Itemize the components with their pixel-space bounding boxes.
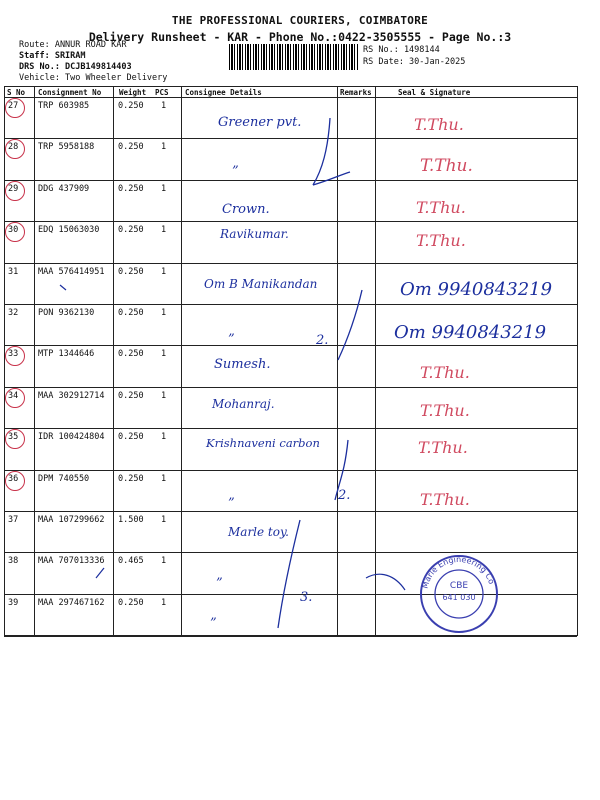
consignment-number: MAA 302912714 [38,390,105,401]
pcs-value: 1 [161,225,167,236]
col-header-sno: S No [7,88,26,97]
svg-text:Marle Engineering Co: Marle Engineering Co [420,554,497,590]
serial-number: 31 [8,266,19,277]
weight-value: 0.250 [118,142,144,153]
weight-value: 0.250 [118,183,144,194]
pcs-value: 1 [161,349,167,360]
consignee-handwriting: ” [216,576,223,592]
pcs-value: 1 [161,432,167,443]
weight-value: 1.500 [118,515,144,525]
stamp-city: CBE [449,581,469,591]
serial-number: 29 [8,183,19,194]
vehicle-text: Vehicle: Two Wheeler Delivery [19,73,168,83]
consignee-handwriting: ” [228,495,235,511]
consignee-handwriting: Marle toy. [228,525,289,539]
row-circle-mark [5,181,25,201]
weight-value: 0.250 [118,432,144,443]
weight-value: 0.250 [118,101,144,111]
signature-handwriting: T.Thu. [418,438,468,458]
row-circle-mark [5,98,25,118]
col-header-consignee: Consignee Details [185,88,262,97]
consignee-handwriting: Greener pvt. [218,115,302,130]
consignee-handwriting: ” [210,615,217,631]
signature-handwriting: T.Thu. [420,363,470,383]
consignee-handwriting: ” [228,332,235,347]
pcs-value: 1 [161,308,167,318]
pcs-value: 1 [161,597,167,608]
consignment-number: EDQ 15063030 [38,225,100,236]
consignment-number: DPM 740550 [38,473,90,484]
consignee-handwriting: Mohanraj. [212,396,275,411]
runsheet-subtitle: Delivery Runsheet - KAR - Phone No.:0422-3505555 - Page No.:3 [88,30,512,44]
weight-value: 0.250 [118,597,144,608]
signature-handwriting: T.Thu. [420,156,473,177]
serial-number: 32 [8,308,19,318]
col-header-signature: Seal & Signature [398,88,471,97]
pcs-value: 1 [161,266,167,277]
pcs-value: 1 [161,515,167,525]
weight-value: 0.250 [118,349,144,360]
consignee-handwriting: Krishnaveni carbon [206,436,320,451]
count-mark-b: 2. [338,488,351,503]
count-mark-c: 3. [300,590,313,605]
serial-number: 34 [8,390,19,401]
rs-date: RS Date: 30-Jan-2025 [363,57,466,67]
weight-value: 0.250 [118,390,144,401]
consignment-number: MAA 576414951 [38,266,105,277]
row-circle-mark [5,471,25,491]
col-header-pcs: PCS [155,88,169,97]
rs-number: RS No.: 1498144 [363,45,440,55]
consignment-number: PON 9362130 [38,308,95,318]
serial-number: 38 [8,556,19,567]
row-circle-mark [5,388,25,408]
serial-number: 33 [8,349,19,360]
weight-value: 0.250 [118,473,144,484]
signature-handwriting: T.Thu. [420,489,470,509]
serial-number: 30 [8,225,19,236]
company-stamp [418,553,500,635]
consignment-number: TRP 603985 [38,101,90,111]
signature-handwriting: T.Thu. [416,197,466,217]
signature-handwriting: Om 9940843219 [400,278,553,300]
serial-number: 37 [8,515,19,525]
signature-handwriting: T.Thu. [414,115,464,134]
weight-value: 0.250 [118,308,144,318]
col-header-weight: Weight [119,88,147,97]
pcs-value: 1 [161,183,167,194]
stamp-pin: 641 030 [442,593,476,602]
count-mark-a: 2. [316,333,329,348]
weight-value: 0.250 [118,266,144,277]
consignment-number: IDR 100424804 [38,432,105,443]
signature-handwriting: T.Thu. [420,400,470,420]
serial-number: 27 [8,101,19,111]
consignment-number: DDG 437909 [38,183,90,194]
route-text: Route: ANNUR ROAD KAR [19,40,127,50]
consignment-number: TRP 5958188 [38,142,95,153]
signature-handwriting: Om 9940843219 [394,322,547,343]
signature-handwriting: T.Thu. [416,231,466,251]
serial-number: 28 [8,142,19,153]
staff-text: Staff: SRIRAM [19,51,86,61]
weight-value: 0.250 [118,225,144,236]
consignee-handwriting: Ravikumar. [220,227,289,242]
col-header-remarks: Remarks [340,88,372,97]
serial-number: 35 [8,432,19,443]
consignee-handwriting: ” [232,164,239,180]
pcs-value: 1 [161,390,167,401]
consignment-number: MAA 707013336 [38,556,105,567]
consignee-handwriting: Om B Manikandan [204,276,318,291]
consignee-handwriting: Sumesh. [214,357,271,373]
weight-value: 0.465 [118,556,144,567]
pcs-value: 1 [161,556,167,567]
document-title: THE PROFESSIONAL COURIERS, COIMBATORE [171,14,429,27]
serial-number: 39 [8,597,19,608]
drs-number: DRS No.: DCJB149814403 [19,62,132,72]
pcs-value: 1 [161,142,167,153]
consignee-handwriting: Crown. [222,201,270,217]
consignment-number: MTP 1344646 [38,349,95,360]
pcs-value: 1 [161,473,167,484]
serial-number: 36 [8,473,19,484]
pcs-value: 1 [161,101,167,111]
consignment-number: MAA 107299662 [38,515,105,525]
col-header-consignment: Consignment No [38,88,102,97]
consignment-number: MAA 297467162 [38,597,105,608]
